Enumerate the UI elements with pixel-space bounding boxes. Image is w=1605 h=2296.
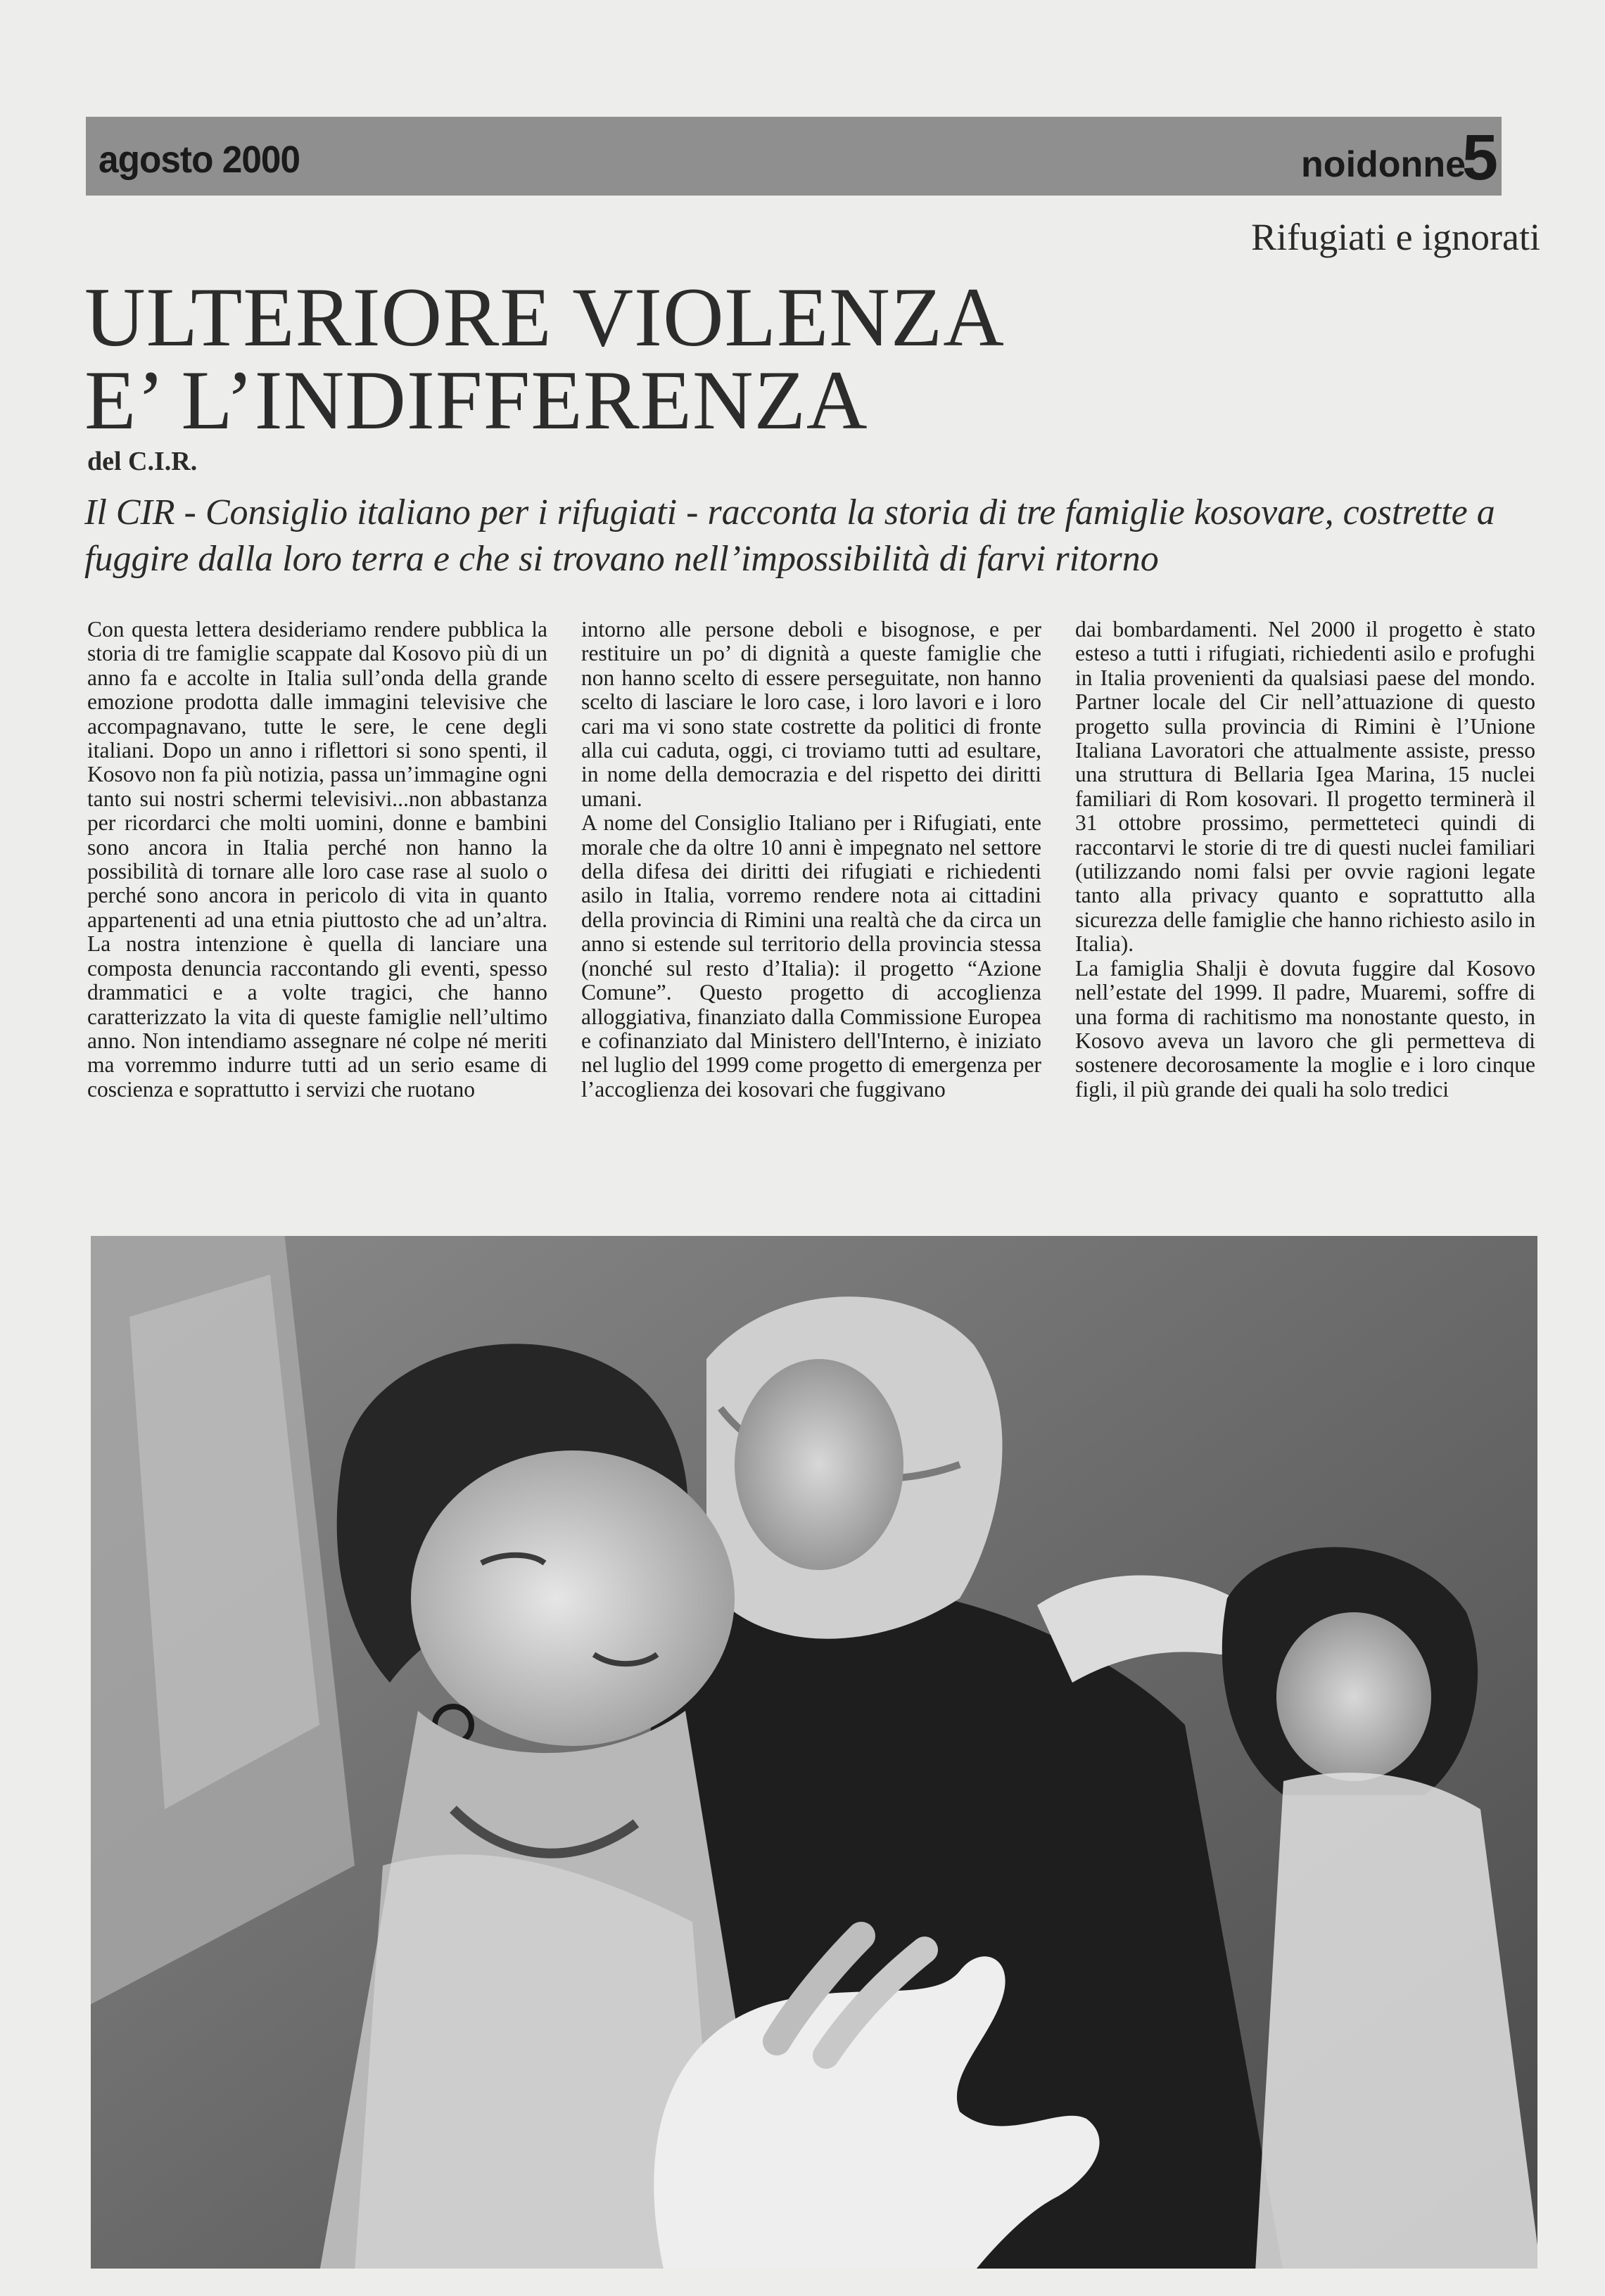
article-column-2: intorno alle persone deboli e bisognose, e per restituire un po’ di dignità a queste famiglie che non hanno scelto di essere perseguitate, non hanno scelto di lasciare le loro case, i loro lavori e i loro cari ma vi sono state costrette da politici di fronte alla cui caduta, oggi, ci troviamo tutti ad esultare, in nome della democrazia e del rispetto dei diritti umani. A nome del Consiglio Italiano per i Rifugiati, ente morale che da oltre 10 anni è impegnato nel settore della difesa dei diritti dei rifugiati e richiedenti asilo in Italia, vorremo rendere nota ai cittadini della provincia di Rimini una realtà che da circa un anno si estende sul territorio della provincia stessa (nonché sul resto d’Italia): il progetto “Azione Comune”. Questo progetto di accoglienza alloggiativa, finanziato dalla Commissione Europea e cofinanziato dal Ministero dell'Interno, è iniziato nel luglio del 1999 come progetto di emergenza per l’accoglienza dei kosovari che fuggivano [581,617,1041,1102]
magazine-name: noidonne [1301,144,1466,185]
byline: del C.I.R. [87,447,198,476]
headline-line-1: ULTERIORE VIOLENZA [84,270,1005,364]
headline [84,270,1281,447]
section-label: Rifugiati e ignorati [1251,216,1540,258]
photo-illustration [87,1232,1541,2272]
headline-line-2: E’ L’INDIFFERENZA [84,353,868,447]
article-photo [87,1232,1541,2272]
issue-date: agosto 2000 [99,139,300,181]
article-column-3: dai bombardamenti. Nel 2000 il progetto è stato esteso a tutti i rifugiati, richiedenti asilo e profughi in Italia provenienti da qualsiasi paese del mondo. Partner locale del Cir nell’attuazione di questo progetto sulla provincia di Rimini è l’Unione Italiana Lavoratori che attualmente assiste, presso una struttura di Bellaria Igea Marina, 15 nuclei familiari di Rom kosovari. Il progetto terminerà il 31 ottobre prossimo, permetteteci quindi di raccontarvi le storie di tre di questi nuclei familiari (utilizzando nomi falsi per ovvie ragioni legate tanto alla privacy quanto e soprattutto alla sicurezza delle famiglie che hanno richiesto asilo in Italia). La famiglia Shalji è dovuta fuggire dal Kosovo nell’estate del 1999. Il padre, Muaremi, soffre di una forma di rachitismo ma nonostante questo, in Kosovo aveva un lavoro che gli permetteva di sostenere decorosamente la moglie e i loro cinque figli, il più grande dei quali ha solo tredici [1075,617,1535,1102]
article-deck: Il CIR - Consiglio italiano per i rifugiati - racconta la storia di tre famiglie kosovare, costrette a fuggire dalla loro terra e che si trovano nell’impossibilità di farvi ritorno [84,492,1495,579]
article-column-1: Con questa lettera desideriamo rendere pubblica la storia di tre famiglie scappate dal Kosovo più di un anno fa e accolte in Italia sull’onda della grande emozione prodotta dalle immagini televisive che accompagnavano, tutte le sere, le cene degli italiani. Dopo un anno i riflettori si sono spenti, il Kosovo non fa più notizia, passa un’immagine ogni tanto sui nostri schermi televisivi...non abbastanza per ricordarci che molti uomini, donne e bambini sono ancora in Italia perché non hanno la possibilità di tornare alle loro case rase al suolo o perché sono ancora in pericolo di vita in quanto appartenenti ad una etnia piuttosto che ad un’altra. La nostra intenzione è quella di lanciare una composta denuncia raccontando gli eventi, spesso drammatici e a volte tragici, che hanno caratterizzato la vita di queste famiglie nell’ultimo anno. Non intendiamo assegnare né colpe né meriti ma vorremmo indurre tutti ad un serio esame di coscienza e soprattutto i servizi che ruotano [87,617,547,1102]
page-number: 5 [1461,122,1498,193]
